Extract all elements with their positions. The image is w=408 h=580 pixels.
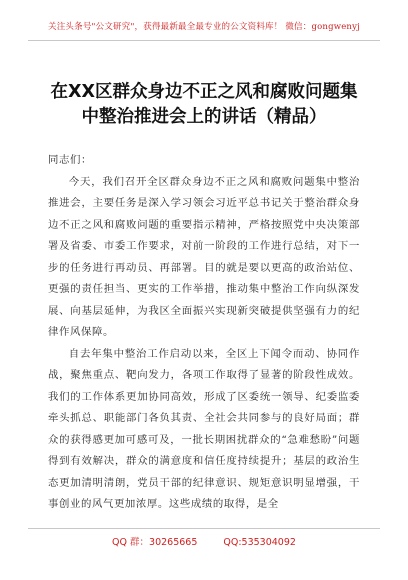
- title-line-2: 中整治推进会上的讲话（精品）: [81, 107, 327, 127]
- header-banner: 关注头条号"公文研究"，获得最新最全最专业的公文资料库！ 微信：gongwenyj: [48, 22, 360, 32]
- document-body: [48, 150, 360, 516]
- footer-qq-group: QQ 群：30265665: [112, 537, 198, 548]
- title-line-1: 在XX区群众身边不正之风和腐败问题集: [50, 82, 358, 102]
- footer-contact: [0, 534, 408, 548]
- footer-qq-number: QQ:535304092: [223, 537, 296, 548]
- header-divider: [28, 40, 380, 41]
- paragraph-2: 自去年集中整治工作启动以来，全区上下闻令而动、协同作战，聚焦重点、靶向发力，各项工作取得了显著的阶段性成效。我们的工作体系更加协同高效，形成了区委统一领导、纪委监委牵头抓总、职能部门各负其责、全社会共同参与的良好局面；群众的获得感更加可感可及，一批长期困扰群众的“急难愁盼”问题得到有效解决，群众的满意度和信任度持续提升；基层的政治生态更加清明清朗，党员干部的纪律意识、规矩意识明显增强，干事创业的风气更加浓厚。这些成绩的取得，是全: [48, 347, 360, 510]
- paragraph-1: 今天，我们召开全区群众身边不正之风和腐败问题集中整治推进会，主要任务是深入学习领会习近平总书记关于整治群众身边不正之风和腐败问题的重要指示精神，严格按照党中央决策部署及省委、市委工作要求，对前一阶段的工作进行总结，对下一步的任务进行再动员、再部署。目的就是要以更高的政治站位、更强的责任担当、更实的工作举措，推动集中整治工作向纵深发展、向基层延伸，为我区全面振兴实现新突破提供坚强有力的纪律作风保障。: [48, 175, 360, 338]
- footer-divider: [28, 528, 380, 529]
- document-title: [40, 80, 368, 130]
- salutation: 同志们：: [48, 154, 92, 166]
